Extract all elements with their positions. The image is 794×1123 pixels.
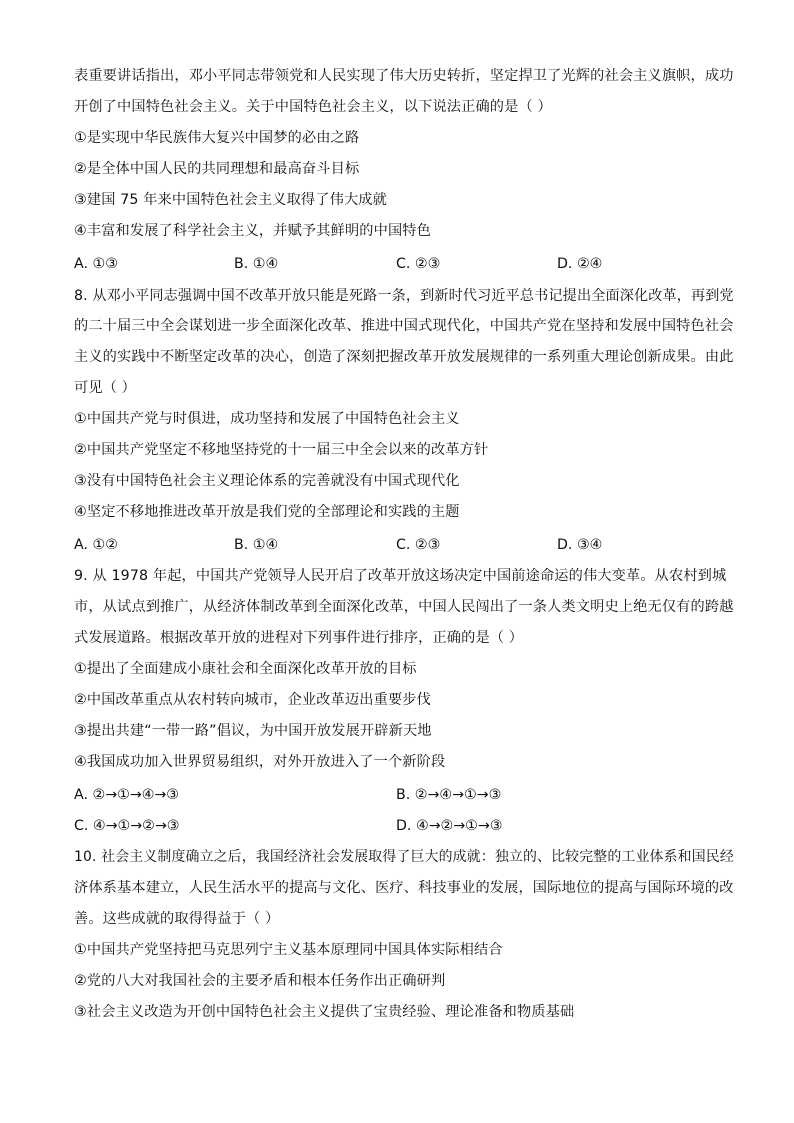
q7-item-1: ①是实现中华民族伟大复兴中国梦的必由之路 (74, 130, 360, 146)
q9-option-c: C. ④→①→②→③ (74, 818, 180, 834)
q7-stem-line-1: 表重要讲话指出，邓小平同志带领党和人民实现了伟大历史转折，坚定捍卫了光辉的社会主义旗帜，成功 (74, 68, 734, 84)
q7-option-b: B. ①④ (234, 256, 279, 272)
q8-stem-line-2: 的二十届三中全会谋划进一步全面深化改革、推进中国式现代化，中国共产党在坚持和发展中国特色社会 (74, 318, 734, 334)
q8-item-3: ③没有中国特色社会主义理论体系的完善就没有中国式现代化 (74, 473, 460, 489)
q9-stem-line-3: 式发展道路。根据改革开放的进程对下列事件进行排序，正确的是（ ） (74, 630, 524, 646)
q8-option-b: B. ①④ (234, 537, 279, 553)
q8-item-4: ④坚定不移地推进改革开放是我们党的全部理论和实践的主题 (74, 504, 460, 520)
q9-item-1: ①提出了全面建成小康社会和全面深化改革开放的目标 (74, 661, 417, 677)
q10-stem-line-2: 济体系基本建立，人民生活水平的提高与文化、医疗、科技事业的发展，国际地位的提高与国际环境的改 (74, 880, 734, 896)
q10-item-2: ②党的八大对我国社会的主要矛盾和根本任务作出正确研判 (74, 973, 446, 989)
q7-item-3: ③建国 75 年来中国特色社会主义取得了伟大成就 (74, 192, 387, 208)
q7-item-2: ②是全体中国人民的共同理想和最高奋斗目标 (74, 161, 360, 177)
q9-item-4: ④我国成功加入世界贸易组织，对外开放进入了一个新阶段 (74, 754, 446, 770)
q9-stem-line-2: 市，从试点到推广，从经济体制改革到全面深化改革，中国人民闯出了一条人类文明史上绝无仅有的跨越 (74, 599, 734, 615)
q9-option-a: A. ②→①→④→③ (74, 787, 180, 803)
q7-option-a: A. ①③ (74, 256, 118, 272)
q9-option-d: D. ④→②→①→③ (396, 818, 503, 834)
q8-item-2: ②中国共产党坚定不移地坚持党的十一届三中全会以来的改革方针 (74, 442, 489, 458)
q7-item-4: ④丰富和发展了科学社会主义，并赋予其鲜明的中国特色 (74, 223, 431, 239)
q7-option-c: C. ②③ (396, 256, 441, 272)
q10-item-3: ③社会主义改造为开创中国特色社会主义提供了宝贵经验、理论准备和物质基础 (74, 1004, 575, 1020)
q10-stem-line-1: 10. 社会主义制度确立之后，我国经济社会发展取得了巨大的成就：独立的、比较完整的工业体系和国民经 (74, 849, 734, 865)
q9-option-b: B. ②→④→①→③ (396, 787, 502, 803)
q8-option-c: C. ②③ (396, 537, 441, 553)
q9-item-3: ③提出共建“一带一路”倡议，为中国开放发展开辟新天地 (74, 723, 432, 739)
q7-stem-line-2: 开创了中国特色社会主义。关于中国特色社会主义，以下说法正确的是（ ） (74, 99, 552, 115)
q10-stem-line-3: 善。这些成就的取得得益于（ ） (74, 911, 280, 927)
q8-stem-line-3: 主义的实践中不断坚定改革的决心，创造了深刻把握改革开放发展规律的一系列重大理论创新成果。由此 (74, 349, 734, 365)
q8-stem-line-1: 8. 从邓小平同志强调中国不改革开放只能是死路一条，到新时代习近平总书记提出全面深化改革，再到党 (74, 288, 734, 304)
q10-item-1: ①中国共产党坚持把马克思列宁主义基本原理同中国具体实际相结合 (74, 942, 503, 958)
q8-item-1: ①中国共产党与时俱进，成功坚持和发展了中国特色社会主义 (74, 411, 460, 427)
q8-option-a: A. ①② (74, 537, 118, 553)
q9-item-2: ②中国改革重点从农村转向城市，企业改革迈出重要步伐 (74, 692, 431, 708)
q9-stem-line-1: 9. 从 1978 年起，中国共产党领导人民开启了改革开放这场决定中国前途命运的伟大变革。从农村到城 (74, 568, 727, 584)
q7-option-d: D. ②④ (557, 256, 603, 272)
q8-option-d: D. ③④ (557, 537, 603, 553)
q8-stem-line-4: 可见（ ） (74, 380, 137, 396)
